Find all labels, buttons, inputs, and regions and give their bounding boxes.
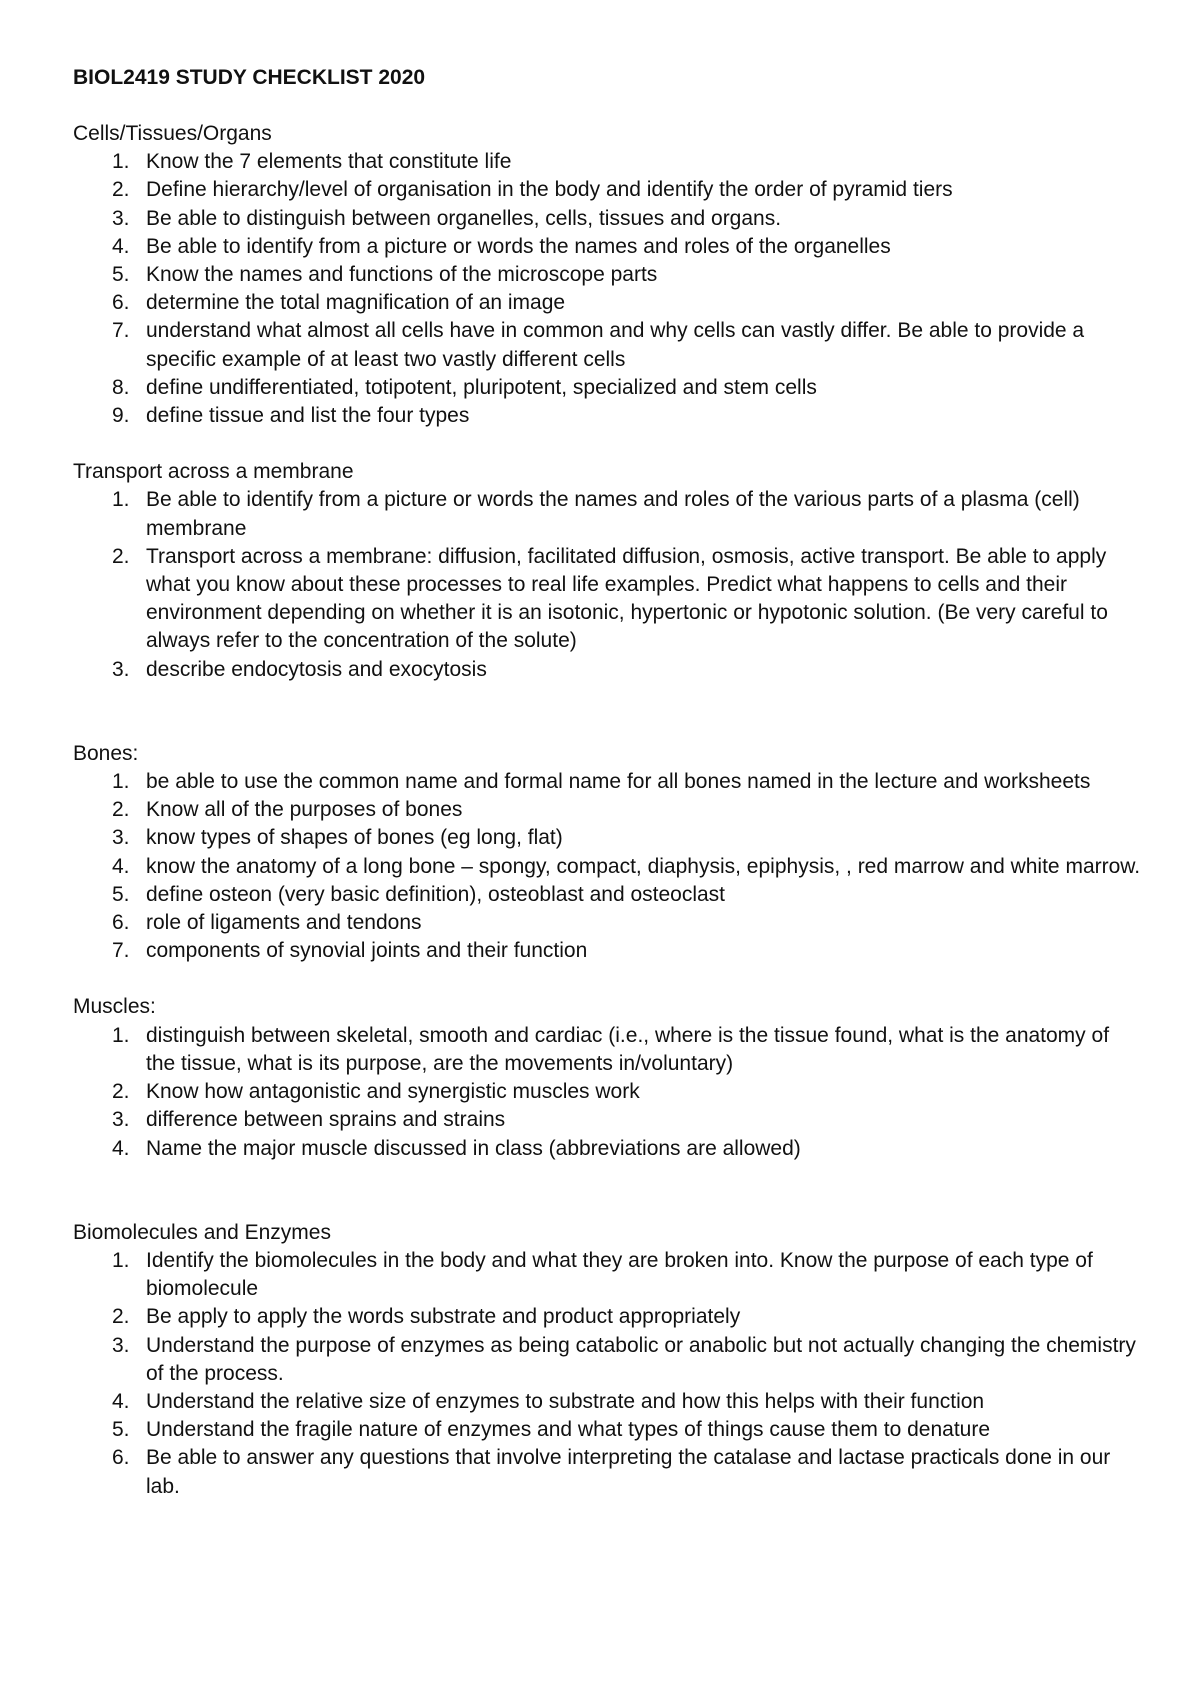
section-cells bbox=[73, 120, 1143, 430]
list-item bbox=[73, 317, 1143, 373]
item-text: define undifferentiated, totipotent, pluripotent, specialized and stem cells bbox=[146, 375, 817, 399]
item-text: understand what almost all cells have in common and why cells can vastly differ. Be able to provide a specific example of at least two vastly different cells bbox=[146, 319, 1085, 371]
item-text: Understand the purpose of enzymes as being catabolic or anabolic but not actually changing the chemistry of the process. bbox=[146, 1333, 1136, 1385]
checklist bbox=[73, 148, 1143, 430]
list-item bbox=[73, 1106, 1143, 1134]
item-text: Transport across a membrane: diffusion, facilitated diffusion, osmosis, active transport. Be able to apply what you know about these processes to real life examples. Predict what happens to cells and their environment depending on whether it is an isotonic, hypertonic or hypotonic solution. (Be very careful to always refer to the concentration of the solute) bbox=[146, 544, 1108, 653]
list-item bbox=[73, 1444, 1143, 1500]
item-text: Understand the relative size of enzymes to substrate and how this helps with their function bbox=[146, 1389, 985, 1413]
item-text: describe endocytosis and exocytosis bbox=[146, 657, 487, 681]
section-biomolecules bbox=[73, 1219, 1143, 1501]
item-number: 3. bbox=[112, 1108, 130, 1132]
item-number: 4. bbox=[112, 234, 130, 258]
item-text: role of ligaments and tendons bbox=[146, 911, 422, 935]
item-text: Identify the biomolecules in the body and what they are broken into. Know the purpose of each type of biomolecule bbox=[146, 1248, 1093, 1301]
item-number: 9. bbox=[112, 404, 130, 428]
item-number: 3. bbox=[112, 826, 130, 850]
item-number: 6. bbox=[112, 911, 130, 935]
list-item bbox=[73, 289, 1143, 317]
section-muscles bbox=[73, 993, 1143, 1162]
item-number: 4. bbox=[112, 854, 130, 878]
item-text: distinguish between skeletal, smooth and cardiac (i.e., where is the tissue found, what is the anatomy of the tissue, what is its purpose, are the movements in/voluntary) bbox=[146, 1023, 1110, 1075]
item-number: 8. bbox=[112, 375, 130, 399]
checklist bbox=[73, 768, 1143, 965]
item-number: 6. bbox=[112, 291, 130, 315]
list-item bbox=[73, 1135, 1143, 1163]
checklist bbox=[73, 1247, 1143, 1501]
item-number: 1. bbox=[112, 1248, 130, 1272]
list-item bbox=[73, 768, 1143, 796]
item-text: know the anatomy of a long bone – spongy, compact, diaphysis, epiphysis, , red marrow and white marrow. bbox=[146, 854, 1141, 878]
section-bones bbox=[73, 740, 1143, 966]
checklist bbox=[73, 486, 1143, 683]
item-number: 4. bbox=[112, 1389, 130, 1413]
item-number: 2. bbox=[112, 1305, 130, 1329]
list-item bbox=[73, 1078, 1143, 1106]
item-number: 1. bbox=[112, 150, 130, 174]
list-item bbox=[73, 796, 1143, 824]
section-heading: Muscles: bbox=[73, 995, 156, 1019]
item-number: 7. bbox=[112, 939, 130, 963]
item-number: 6. bbox=[112, 1446, 130, 1470]
list-item bbox=[73, 1332, 1143, 1388]
item-number: 3. bbox=[112, 657, 130, 681]
item-number: 5. bbox=[112, 882, 130, 906]
item-number: 2. bbox=[112, 178, 130, 202]
list-item bbox=[73, 261, 1143, 289]
item-text: define tissue and list the four types bbox=[146, 404, 470, 428]
item-text: Be able to identify from a picture or words the names and roles of the various parts of a plasma (cell) membrane bbox=[146, 488, 1080, 540]
item-number: 3. bbox=[112, 206, 130, 230]
list-item bbox=[73, 909, 1143, 937]
list-item bbox=[73, 1303, 1143, 1331]
item-text: Know the names and functions of the microscope parts bbox=[146, 263, 658, 287]
item-text: Understand the fragile nature of enzymes and what types of things cause them to denature bbox=[146, 1418, 991, 1442]
item-text: Be apply to apply the words substrate and product appropriately bbox=[146, 1305, 741, 1329]
list-item bbox=[73, 486, 1143, 542]
item-text: be able to use the common name and formal name for all bones named in the lecture and worksheets bbox=[146, 770, 1091, 794]
item-number: 2. bbox=[112, 544, 130, 568]
item-text: components of synovial joints and their function bbox=[146, 939, 588, 963]
item-number: 1. bbox=[112, 1023, 130, 1047]
section-heading: Transport across a membrane bbox=[73, 460, 354, 484]
section-heading: Cells/Tissues/Organs bbox=[73, 122, 272, 145]
item-text: difference between sprains and strains bbox=[146, 1108, 506, 1132]
item-number: 7. bbox=[112, 319, 130, 343]
checklist bbox=[73, 1022, 1143, 1163]
list-item bbox=[73, 881, 1143, 909]
list-item bbox=[73, 543, 1143, 656]
item-number: 1. bbox=[112, 488, 130, 512]
item-text: Be able to answer any questions that involve interpreting the catalase and lactase practicals done in our lab. bbox=[146, 1446, 1111, 1498]
spacer bbox=[73, 965, 1143, 993]
list-item bbox=[73, 1388, 1143, 1416]
item-text: Be able to identify from a picture or words the names and roles of the organelles bbox=[146, 234, 891, 258]
spacer bbox=[73, 1163, 1143, 1219]
item-number: 3. bbox=[112, 1333, 130, 1357]
item-number: 2. bbox=[112, 798, 130, 822]
list-item bbox=[73, 233, 1143, 261]
list-item bbox=[73, 148, 1143, 176]
item-text: Define hierarchy/level of organisation in the body and identify the order of pyramid tiers bbox=[146, 178, 953, 202]
list-item bbox=[73, 176, 1143, 204]
list-item bbox=[73, 1416, 1143, 1444]
item-text: Be able to distinguish between organelles, cells, tissues and organs. bbox=[146, 206, 782, 230]
section-heading: Bones: bbox=[73, 741, 139, 765]
item-number: 5. bbox=[112, 263, 130, 287]
item-number: 5. bbox=[112, 1418, 130, 1442]
item-text: Know all of the purposes of bones bbox=[146, 798, 463, 822]
section-heading: Biomolecules and Enzymes bbox=[73, 1220, 331, 1244]
document-title: BIOL2419 STUDY CHECKLIST 2020 bbox=[73, 66, 426, 89]
list-item bbox=[73, 402, 1143, 430]
list-item bbox=[73, 374, 1143, 402]
list-item bbox=[73, 205, 1143, 233]
item-text: determine the total magnification of an image bbox=[146, 291, 566, 315]
list-item bbox=[73, 824, 1143, 852]
section-transport bbox=[73, 458, 1143, 684]
spacer bbox=[73, 684, 1143, 740]
item-number: 2. bbox=[112, 1080, 130, 1104]
item-text: Name the major muscle discussed in class (abbreviations are allowed) bbox=[146, 1136, 801, 1160]
item-text: Know the 7 elements that constitute life bbox=[146, 150, 512, 174]
list-item bbox=[73, 1247, 1143, 1303]
item-text: define osteon (very basic definition), osteoblast and osteoclast bbox=[146, 882, 726, 906]
spacer bbox=[73, 430, 1143, 458]
list-item bbox=[73, 656, 1143, 684]
list-item bbox=[73, 1022, 1143, 1078]
item-text: know types of shapes of bones (eg long, flat) bbox=[146, 826, 563, 850]
item-text: Know how antagonistic and synergistic muscles work bbox=[146, 1080, 640, 1104]
item-number: 1. bbox=[112, 770, 130, 794]
list-item bbox=[73, 937, 1143, 965]
list-item bbox=[73, 853, 1143, 881]
item-number: 4. bbox=[112, 1136, 130, 1160]
document-page bbox=[73, 64, 1143, 1501]
